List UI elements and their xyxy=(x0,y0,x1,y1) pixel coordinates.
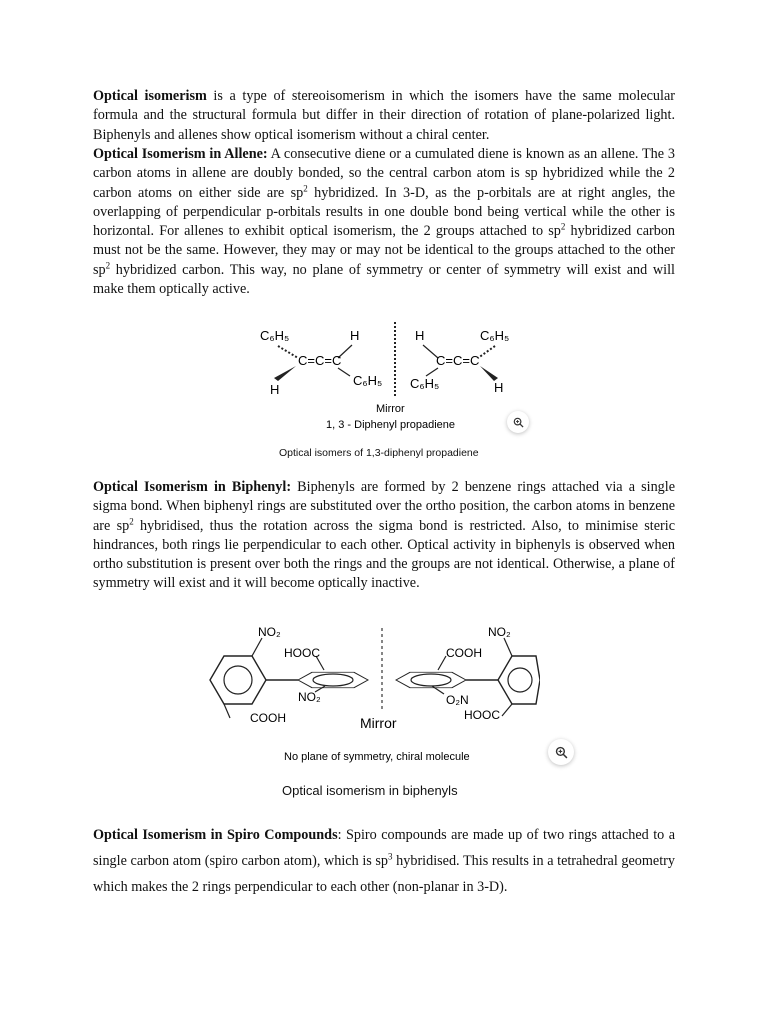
intro-paragraph xyxy=(93,87,675,145)
left-no2-top: NO₂ xyxy=(258,625,281,639)
spiro-paragraph xyxy=(93,822,675,900)
right-cooh-bond xyxy=(438,656,446,670)
left-cooh-bottom: COOH xyxy=(250,711,286,725)
right-flat-ring xyxy=(498,656,540,704)
biphenyl-sup-1: 2 xyxy=(129,515,134,526)
allene-sup-3: 2 xyxy=(105,260,111,271)
right-o2n-bond xyxy=(432,686,444,694)
intro-text: is a type of stereoisomerism in which the isomers have the same molecular formula and the structural formula but differ in their direction of rotation of plane-polarized light. Biphenyls and allenes show optical isomerism without a chiral center. xyxy=(93,88,675,143)
right-bottom-left-group: C₆H₅ xyxy=(410,376,440,391)
biphenyl-mirror-label: Mirror xyxy=(360,715,397,731)
mirror-label: Mirror xyxy=(376,403,405,415)
allene-sup-1: 2 xyxy=(303,182,308,193)
left-flat-ring xyxy=(210,656,266,704)
right-no2-top: NO₂ xyxy=(488,625,511,639)
allene-text-2: hybridized. In 3-D, as the p-orbitals are at right angles, the overlapping of perpendicular p-orbitals results in one double bond being vertical while the other is horizontal. For allenes to exhibit optical isomerism, the 2 groups attached to sp xyxy=(93,184,675,240)
right-hooc-bond xyxy=(502,704,512,716)
right-wedge-bond xyxy=(480,366,498,381)
right-flat-ring-circle xyxy=(508,668,532,692)
figure1-caption: Optical isomers of 1,3-diphenyl propadiene xyxy=(279,447,479,459)
spiro-text-1: : Spiro compounds are made up of two rings attached to a single carbon atom (spiro carbon atom), which is sp xyxy=(93,827,676,869)
left-cooh-bond xyxy=(224,704,230,718)
right-top-left-group: H xyxy=(415,328,425,343)
right-o2n: O₂N xyxy=(446,693,469,707)
left-bottom-left-group: H xyxy=(270,382,280,397)
allene-figure xyxy=(240,318,540,440)
left-no2-bottom: NO₂ xyxy=(298,690,321,704)
right-dashed-bond xyxy=(478,346,495,358)
intro-term: Optical isomerism xyxy=(93,88,207,104)
figure2-caption: Optical isomerism in biphenyls xyxy=(282,783,458,798)
biphenyl-heading: Optical Isomerism in Biphenyl: xyxy=(93,479,292,495)
left-top-left-group: C₆H₅ xyxy=(260,328,290,343)
spiro-sup-1: 3 xyxy=(388,851,393,862)
allene-sup-2: 2 xyxy=(560,221,566,232)
right-line-bond-2 xyxy=(426,368,438,376)
right-allene-chain: C=C=C xyxy=(436,353,480,368)
zoom-icon xyxy=(513,417,524,428)
compound-name: 1, 3 - Diphenyl propadiene xyxy=(326,419,456,431)
right-tilted-ring-ellipse xyxy=(411,674,451,686)
left-flat-ring-circle xyxy=(224,666,252,694)
right-bottom-right-group: H xyxy=(494,380,504,395)
allene-text-4: hybridized carbon. This way, no plane of symmetry or center of symmetry will exist and will make them optically active. xyxy=(93,261,675,298)
left-wedge-bond xyxy=(274,366,296,381)
biphenyl-text-2: hybridised, thus the rotation across the sigma bond is restricted. Also, to minimise steric hindrances, both rings lie perpendicular to each other. Optical activity in biphenyls is observed when ortho substitution is present over both the rings and the groups are not identical. Otherwise, a plane of symmetry will exist and it will become optically inactive. xyxy=(93,517,675,592)
right-hooc-bottom: HOOC xyxy=(464,708,500,722)
left-bottom-right-group: C₆H₅ xyxy=(353,373,383,388)
spiro-heading: Optical Isomerism in Spiro Compounds xyxy=(93,827,338,843)
allene-text-3: hybridized carbon must not be the same. However, they may or may not be identical to the groups attached to the other sp xyxy=(93,223,676,278)
zoom-icon xyxy=(555,746,568,759)
left-dashed-bond xyxy=(278,346,298,358)
spiro-text-2: hybridised. This results in a tetrahedral geometry which makes the 2 rings perpendicular to each other (non-planar in 3-D). xyxy=(93,853,675,895)
biphenyl-figure xyxy=(200,620,540,765)
biphenyl-text-1: Biphenyls are formed by 2 benzene rings attached via a single sigma bond. When biphenyl rings are substituted over the ortho position, the carbon atoms in benzene are sp xyxy=(93,479,675,534)
left-tilted-ring-ellipse xyxy=(313,674,353,686)
left-tilted-ring xyxy=(298,672,368,687)
right-cooh: COOH xyxy=(446,646,482,660)
left-hooc: HOOC xyxy=(284,646,320,660)
zoom-button-figure2[interactable] xyxy=(548,739,574,765)
left-line-bond-2 xyxy=(338,368,350,376)
left-top-right-group: H xyxy=(350,328,360,343)
zoom-button-figure1[interactable] xyxy=(507,411,529,433)
allene-text-1: A consecutive diene or a cumulated diene is known as an allene. The 3 carbon atoms in allene are doubly bonded, so the central carbon atom is sp hybridized while the 2 carbon atoms on either side are sp xyxy=(93,146,675,201)
right-no2-bond xyxy=(504,638,512,656)
right-tilted-ring xyxy=(396,672,466,687)
left-no2-bond xyxy=(252,638,262,656)
left-allene-chain: C=C=C xyxy=(298,353,342,368)
allene-heading: Optical Isomerism in Allene: xyxy=(93,146,268,162)
right-top-right-group: C₆H₅ xyxy=(480,328,510,343)
biphenyl-paragraph xyxy=(93,478,675,594)
allene-paragraph xyxy=(93,145,675,299)
biphenyl-note: No plane of symmetry, chiral molecule xyxy=(284,751,470,763)
